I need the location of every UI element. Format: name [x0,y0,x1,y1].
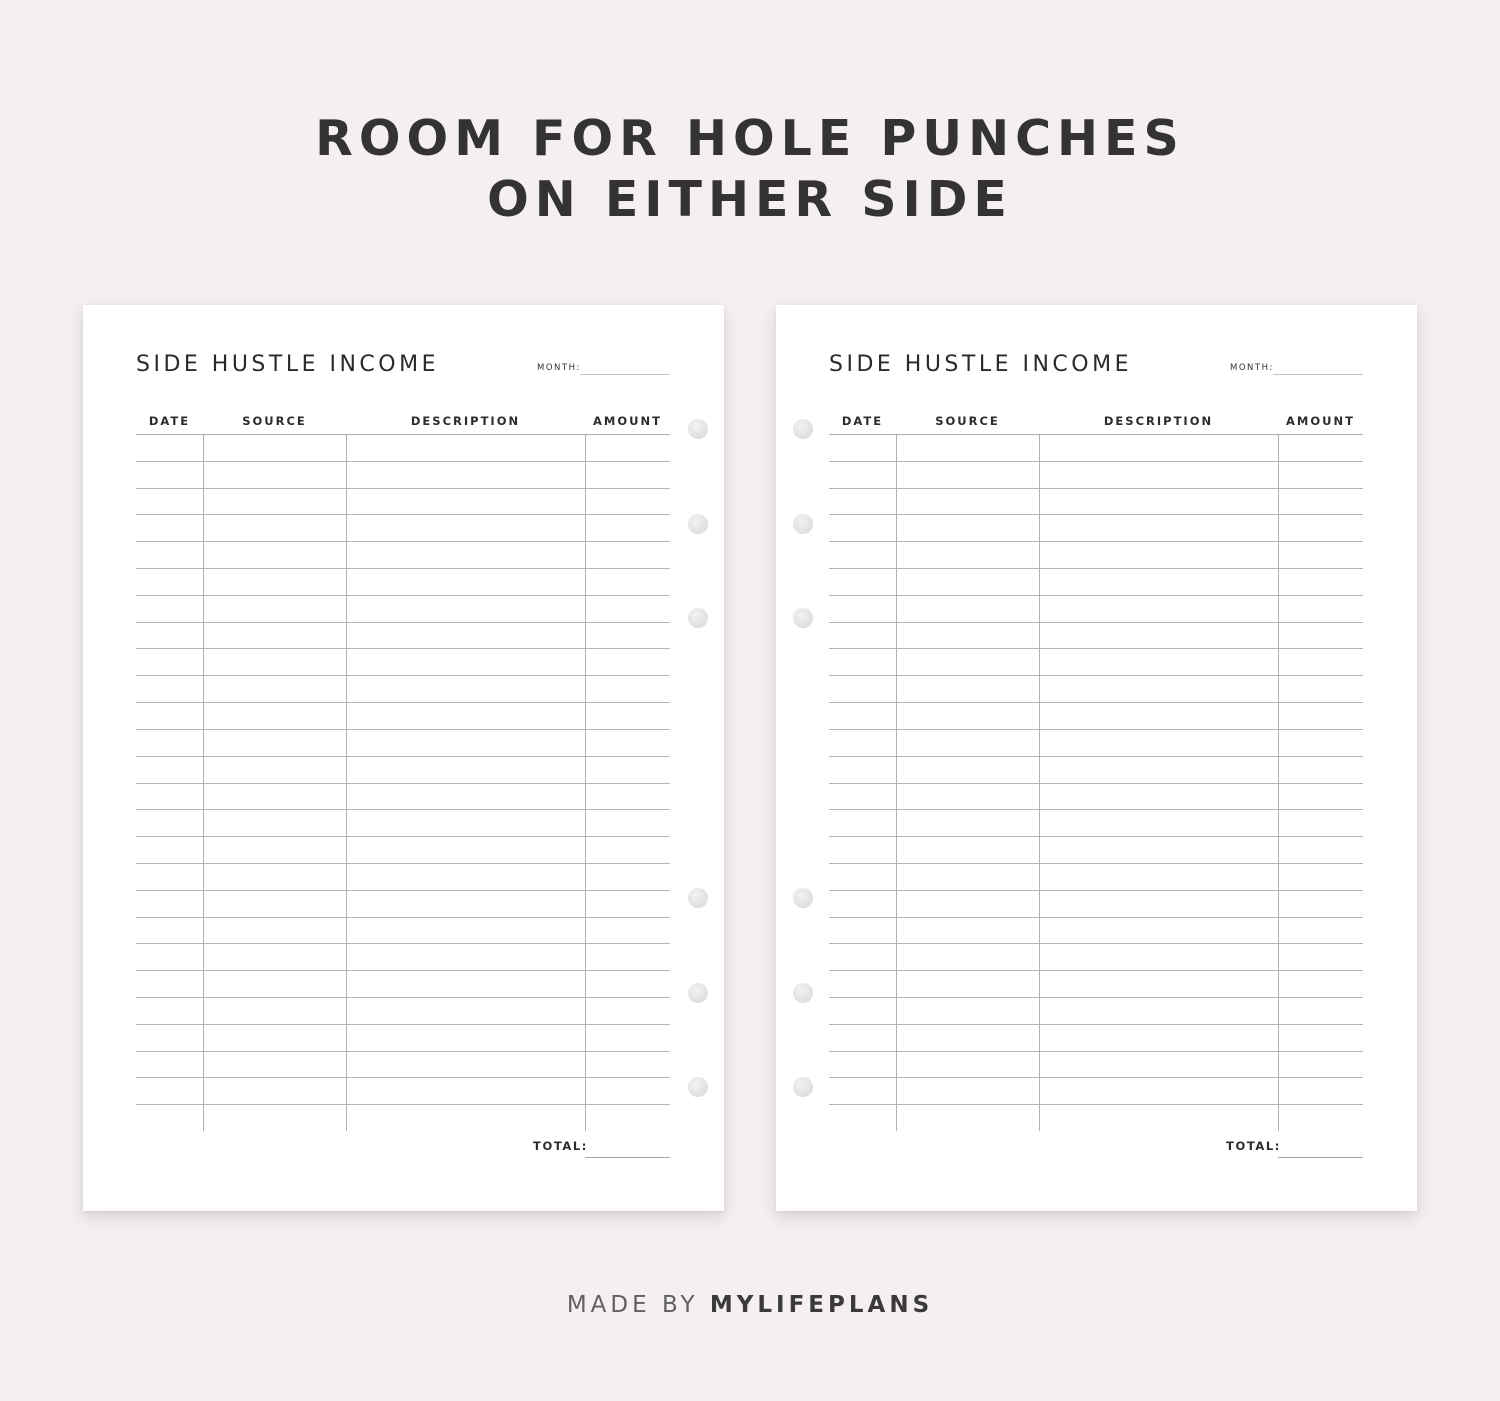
total-write-line [1278,1157,1363,1158]
hole-punch-icon [688,983,708,1003]
hole-punch-icon [688,419,708,439]
income-table-grid [829,434,1363,1131]
credit-line [0,1292,1500,1318]
column-header-source: SOURCE [935,414,1000,428]
sheet-title: SIDE HUSTLE INCOME [136,352,439,377]
hole-punch-icon [793,983,813,1003]
column-header-amount: AMOUNT [593,414,662,428]
headline [0,108,1500,230]
hole-punch-icon [793,419,813,439]
hole-punch-icon [793,514,813,534]
sheet-title: SIDE HUSTLE INCOME [829,352,1132,377]
credit-prefix: MADE BY [566,1292,699,1318]
total-label: TOTAL: [1226,1139,1281,1153]
headline-line-1: ROOM FOR HOLE PUNCHES [315,110,1185,167]
hole-punch-icon [688,888,708,908]
planner-sheet-left [83,305,724,1211]
month-write-line [1273,374,1363,375]
hole-punch-icon [688,514,708,534]
hole-punch-icon [793,608,813,628]
column-header-description: DESCRIPTION [410,414,521,428]
table-rule-lines [136,434,670,1131]
month-label: MONTH: [537,363,581,373]
month-label: MONTH: [1230,363,1274,373]
hole-punch-icon [793,1077,813,1097]
hole-punch-icon [688,608,708,628]
total-write-line [585,1157,670,1158]
column-header-description: DESCRIPTION [1103,414,1214,428]
total-label: TOTAL: [533,1139,588,1153]
column-header-source: SOURCE [242,414,307,428]
hole-punch-icon [793,888,813,908]
month-write-line [580,374,670,375]
hole-punch-icon [688,1077,708,1097]
column-header-date: DATE [841,414,884,428]
column-header-amount: AMOUNT [1286,414,1355,428]
table-rule-lines [829,434,1363,1131]
column-header-date: DATE [148,414,191,428]
planner-sheet-right [776,305,1417,1211]
income-table-grid [136,434,670,1131]
headline-line-2: ON EITHER SIDE [487,171,1013,228]
credit-brand: MYLIFEPLANS [709,1292,934,1318]
